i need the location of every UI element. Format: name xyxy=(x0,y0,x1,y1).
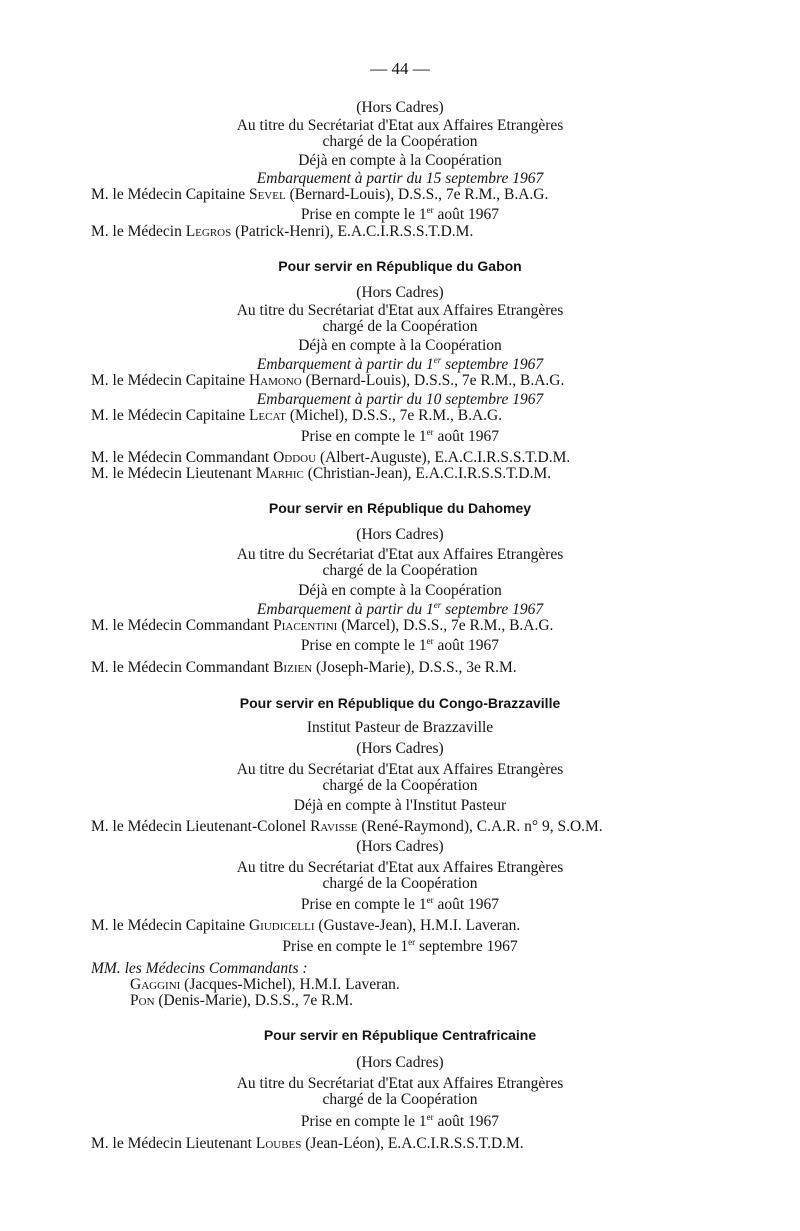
status-line: (Hors Cadres) xyxy=(356,99,444,116)
account-line: Prise en compte le 1er août 1967 xyxy=(300,635,500,654)
officer-entry: M. le Médecin Capitaine Sevel (Bernard-Louis), D.S.S., 7e R.M., B.A.G. xyxy=(91,186,549,203)
authority-line: Au titre du Secrétariat d'Etat aux Affaires Etrangères xyxy=(236,859,564,876)
officer-entry: M. le Médecin Lieutenant Loubes (Jean-Léon), E.A.C.I.R.S.S.T.D.M. xyxy=(91,1135,524,1152)
authority-line: chargé de la Coopération xyxy=(322,133,478,150)
officer-entry: M. le Médecin Commandant Oddou (Albert-Auguste), E.A.C.I.R.S.S.T.D.M. xyxy=(91,449,571,466)
page-number: — 44 — xyxy=(370,59,430,78)
authority-line: chargé de la Coopération xyxy=(322,875,478,892)
status-line: (Hors Cadres) xyxy=(356,1054,444,1071)
section-heading: Pour servir en République du Gabon xyxy=(278,258,522,274)
status-line: (Hors Cadres) xyxy=(356,740,444,757)
embarkation-line: Embarquement à partir du 10 septembre 1967 xyxy=(256,391,544,408)
officer-entry: M. le Médecin Capitaine Giudicelli (Gustave-Jean), H.M.I. Laveran. xyxy=(91,917,521,934)
authority-line: Au titre du Secrétariat d'Etat aux Affaires Etrangères xyxy=(236,761,564,778)
section-heading: Pour servir en République Centrafricaine xyxy=(263,1027,537,1043)
account-line: Déjà en compte à la Coopération xyxy=(298,152,502,169)
section-heading: Pour servir en République du Dahomey xyxy=(268,500,532,516)
officer-entry: M. le Médecin Commandant Bizien (Joseph-Marie), D.S.S., 3e R.M. xyxy=(91,659,517,676)
status-line: (Hors Cadres) xyxy=(356,526,444,543)
officer-entry: M. le Médecin Lieutenant-Colonel Ravisse (René-Raymond), C.A.R. n° 9, S.O.M. xyxy=(91,818,603,835)
section-heading: Pour servir en République du Congo-Brazzaville xyxy=(239,695,561,711)
embarkation-line: Embarquement à partir du 15 septembre 1967 xyxy=(256,170,544,187)
account-line: Prise en compte le 1er août 1967 xyxy=(300,894,500,913)
status-line: (Hors Cadres) xyxy=(356,838,444,855)
institute-line: Institut Pasteur de Brazzaville xyxy=(306,719,494,736)
officer-entry: M. le Médecin Commandant Piacentini (Marcel), D.S.S., 7e R.M., B.A.G. xyxy=(91,617,554,634)
officer-entry: M. le Médecin Lieutenant Marhic (Christian-Jean), E.A.C.I.R.S.S.T.D.M. xyxy=(91,465,552,482)
officers-group-label: MM. les Médecins Commandants : xyxy=(91,960,308,977)
embarkation-line: Embarquement à partir du 1er septembre 1967 xyxy=(256,599,544,618)
authority-line: Au titre du Secrétariat d'Etat aux Affaires Etrangères xyxy=(236,302,564,319)
officer-entry: M. le Médecin Capitaine Hamono (Bernard-Louis), D.S.S., 7e R.M., B.A.G. xyxy=(91,372,565,389)
account-line: Déjà en compte à l'Institut Pasteur xyxy=(293,797,507,814)
embarkation-line: Embarquement à partir du 1er septembre 1967 xyxy=(256,354,544,373)
authority-line: chargé de la Coopération xyxy=(322,1091,478,1108)
account-line: Déjà en compte à la Coopération xyxy=(298,337,502,354)
authority-line: Au titre du Secrétariat d'Etat aux Affaires Etrangères xyxy=(236,1075,564,1092)
authority-line: chargé de la Coopération xyxy=(322,562,478,579)
authority-line: chargé de la Coopération xyxy=(322,318,478,335)
officer-entry: M. le Médecin Legros (Patrick-Henri), E.A.C.I.R.S.S.T.D.M. xyxy=(91,223,474,240)
account-line: Prise en compte le 1er septembre 1967 xyxy=(282,936,518,955)
status-line: (Hors Cadres) xyxy=(356,284,444,301)
authority-line: Au titre du Secrétariat d'Etat aux Affaires Etrangères xyxy=(236,117,564,134)
account-line: Déjà en compte à la Coopération xyxy=(298,582,502,599)
officer-entry: M. le Médecin Capitaine Lecat (Michel), D.S.S., 7e R.M., B.A.G. xyxy=(91,407,503,424)
account-line: Prise en compte le 1er août 1967 xyxy=(300,204,500,223)
officer-entry: Gaggini (Jacques-Michel), H.M.I. Laveran. xyxy=(130,976,400,993)
officer-entry: Pon (Denis-Marie), D.S.S., 7e R.M. xyxy=(130,992,353,1009)
authority-line: Au titre du Secrétariat d'Etat aux Affaires Etrangères xyxy=(236,546,564,563)
account-line: Prise en compte le 1er août 1967 xyxy=(300,426,500,445)
authority-line: chargé de la Coopération xyxy=(322,777,478,794)
account-line: Prise en compte le 1er août 1967 xyxy=(300,1111,500,1130)
